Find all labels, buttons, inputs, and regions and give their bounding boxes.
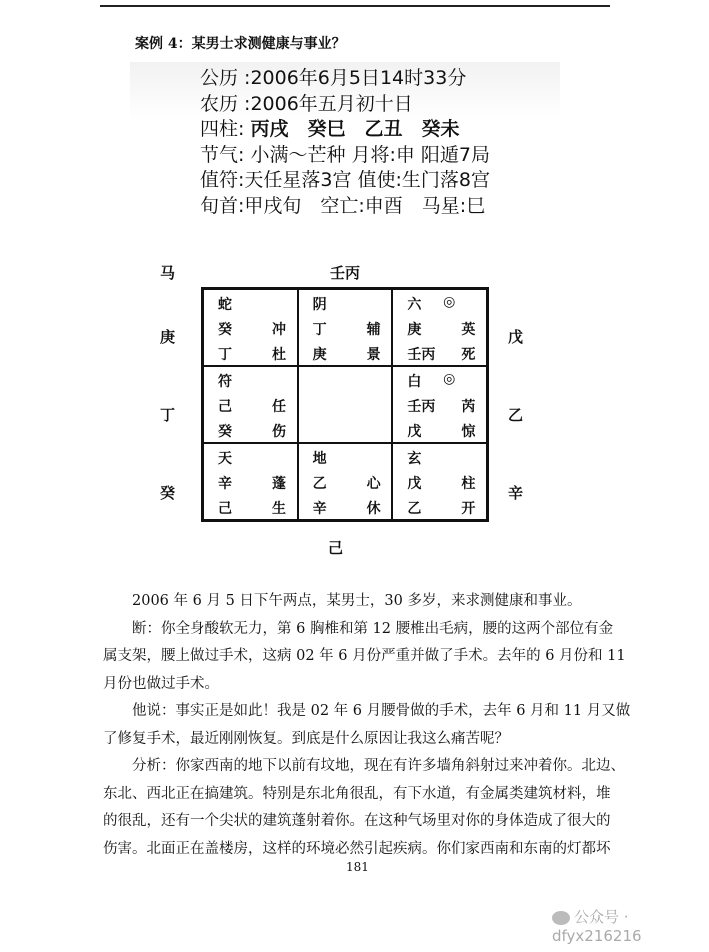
bottom-label: 己 [328,539,344,557]
palace-right: 杜 [272,347,286,363]
solar-date: 公历 :2006年6月5日14时33分 [200,67,467,89]
palace-row [407,421,475,441]
pillars-label: 四柱: [200,118,251,140]
palace-row [218,498,286,518]
wechat-icon [552,911,570,925]
text-line: 属支架，腰上做过手术，这病 02 年 6 月份严重并做了手术。去年的 6 月份和 11 [103,648,626,664]
palace-left: 庚 [407,322,422,338]
palace-left: 辛 [312,501,327,517]
palace-left: 戊 [407,424,422,440]
palace-row [407,294,475,314]
palace-left: 戊 [407,476,422,492]
palace-left: 玄 [407,451,422,467]
palace-left: 庚 [312,347,327,363]
watermark-text: 公众号 · dfyx216216 [552,908,642,945]
palace-left: 天 [218,451,232,467]
palace-row [218,421,286,441]
palace-row [313,344,381,364]
chart-info [200,66,490,219]
palace-cell [203,366,298,443]
text-line: 2006 年 6 月 5 日下午两点，某男士，30 多岁，来求测健康和事业。 [103,593,582,609]
palace-row [218,319,286,339]
palace-right: 冲 [272,322,286,338]
palace-left: 乙 [312,476,327,492]
right-label: 乙 [508,406,524,424]
palace-left: 乙 [407,501,422,517]
palace-row [313,294,381,314]
page-number: 181 [346,860,369,874]
palace-row [313,319,381,339]
solar-term: 节气: 小满～芒种 月将:申 阳遁7局 [200,143,491,166]
palace-cell [203,289,298,366]
pillars-value: 丙戌 癸巳 乙丑 癸未 [250,118,460,140]
palace-right: 心 [366,476,381,492]
palace-row [313,498,381,518]
palace-left: 癸 [218,322,232,338]
palace-row [218,473,286,493]
palace-right: 景 [366,347,381,363]
palace-cell [392,366,487,443]
palace-row [218,294,286,314]
palace-left: 己 [218,501,232,517]
palace-left: 壬丙 [407,399,436,415]
palace-row [407,448,475,468]
palace-row [407,498,475,518]
left-label: 癸 [160,484,176,502]
palace-cell [392,443,487,520]
xun-head: 旬首:甲戌旬 空亡:申酉 马星:巳 [200,194,486,217]
palace-row [218,448,286,468]
duty-star: 值符:天任星落3宫 值使:生门落8宫 [200,169,491,191]
text-line: 了修复手术，最近刚刚恢复。到底是什么原因让我这么痛苦呢？ [103,730,509,747]
palace-left: 己 [218,399,232,415]
text-line: 东北、西北正在搞建筑。特别是东北角很乱，有下水道，有金属类建筑材料，堆 [103,785,611,802]
palace-row [407,396,475,416]
text-line: 月份也做过手术。 [103,675,219,692]
palace-cell [298,366,393,443]
right-label: 戊 [508,328,524,346]
palace-row [218,371,286,391]
palace-row [313,473,381,493]
palace-left: 地 [312,451,327,467]
four-pillars [200,117,490,143]
palace-row [407,319,475,339]
palace-left: 丁 [218,347,232,363]
palace-right: 柱 [461,476,476,492]
right-label: 辛 [508,484,524,502]
text-line: 伤害。北面正在盖楼房，这样的环境必然引起疾病。你们家西南和东南的灯都坏 [103,840,611,857]
palace-right: 蓬 [272,476,286,492]
palace-right: 死 [461,347,476,363]
palace-right: 英 [461,322,476,338]
palace-right: 休 [366,501,381,517]
palace-row [407,473,475,493]
palace-cell [392,289,487,366]
palace-row [313,448,381,468]
palace-right: 开 [461,501,476,517]
palace-cell [203,443,298,520]
top-label: 壬丙 [330,264,361,282]
palace-left: 壬丙 [407,347,436,363]
horse-star-label: 马 [160,264,176,282]
palace-left: 丁 [312,322,327,338]
text-line: 断：你全身酸软无力，第 6 胸椎和第 12 腰椎出毛病，腰的这两个部位有金 [103,620,614,637]
palace-cell [298,443,393,520]
watermark [552,906,709,945]
palace-left: 白 [407,374,422,390]
case-title: 案例 4：某男士求测健康与事业？ [135,36,346,52]
body-text [103,588,631,863]
header-rule [100,5,610,7]
qimen-chart-grid [201,287,489,522]
palace-right: ◎ [443,294,456,310]
left-label: 庚 [160,328,176,346]
left-label: 丁 [160,406,176,424]
palace-right: ◎ [443,371,456,387]
palace-row [218,344,286,364]
palace-right: 辅 [366,322,381,338]
palace-right: 芮 [461,399,476,415]
palace-row [407,371,475,391]
palace-left: 符 [218,374,232,390]
palace-row [218,396,286,416]
palace-left: 六 [407,297,422,313]
text-line: 分析：你家西南的地下以前有坟地，现在有许多墙角斜射过来冲着你。北边、 [103,758,625,774]
palace-right: 惊 [461,424,476,440]
palace-left: 阴 [312,297,327,313]
palace-left: 癸 [218,424,232,440]
text-line: 的很乱，还有一个尖状的建筑蓬射着你。在这种气场里对你的身体造成了很大的 [103,813,611,829]
text-line: 他说：事实正是如此！我是 02 年 6 月腰骨做的手术，去年 6 月和 11 月又做 [103,703,631,719]
palace-right: 生 [272,501,286,517]
palace-cell [298,289,393,366]
lunar-date: 农历 :2006年五月初十日 [200,92,413,115]
palace-left: 辛 [218,476,232,492]
palace-right: 任 [272,399,286,415]
palace-left: 蛇 [218,297,232,313]
palace-right: 伤 [272,424,286,440]
palace-row [407,344,475,364]
